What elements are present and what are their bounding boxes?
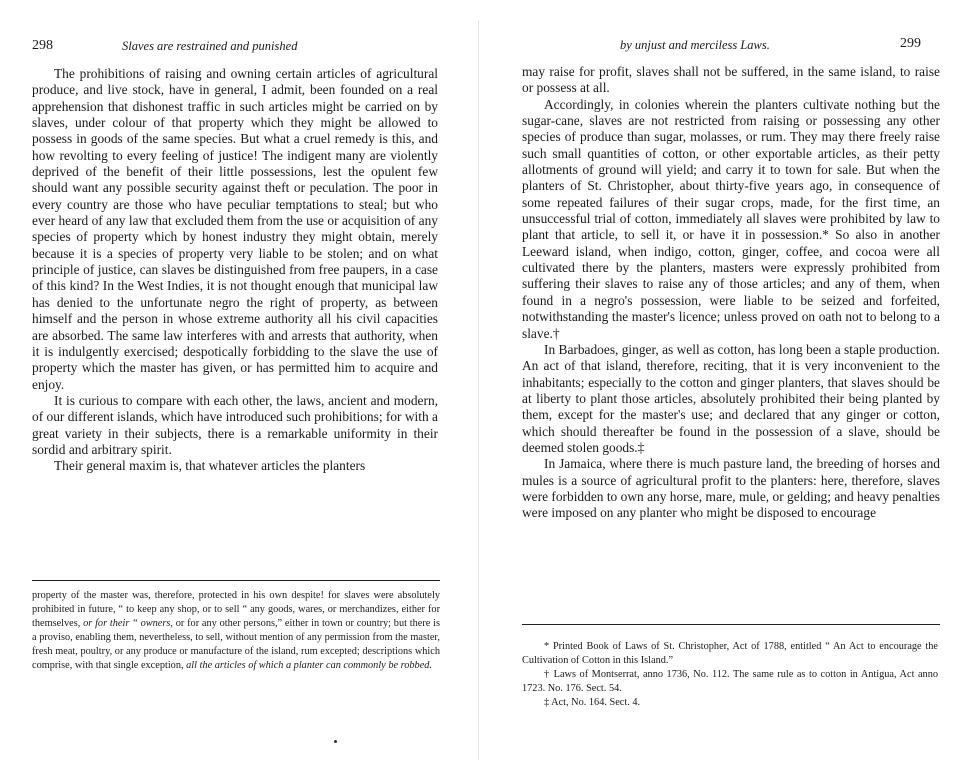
right-paragraph-1: may raise for profit, slaves shall not be suffered, in the same island, to raise or possess at all. <box>522 64 940 96</box>
right-footnote-2: † Laws of Montserrat, anno 1736, No. 112. The same rule as to cotton in Antigua, Act anno 1723. No. 176. Sect. 54. <box>522 669 938 694</box>
left-footnote-text-1: property of the master was, therefore, protected in his own despite! for slaves were absolutely prohibited in future, “ to keep any shop, or to sell “ any goods, wares, or merchandizes, either for themselves, <box>32 590 440 629</box>
book-gutter <box>478 20 479 760</box>
right-paragraph-4: In Jamaica, where there is much pasture land, the breeding of horses and mules is a source of agricultural profit to the planters: here, therefore, slaves were forbidden to own any horse, mare, mule, or gelding; and heavy penalties were imposed on any planter who might be disposed to encourage <box>522 456 940 521</box>
left-page-number: 298 <box>32 38 53 53</box>
right-footnote-1: * Printed Book of Laws of St. Christopher, Act of 1788, entitled “ An Act to encourage the Cultivation of Cotton in this Island.” <box>522 641 938 666</box>
right-running-head: by unjust and merciless Laws. <box>620 38 770 52</box>
right-paragraph-2: Accordingly, in colonies wherein the planters cultivate nothing but the sugar-cane, slaves are not restricted from raising or possessing any other species of produce than sugar, molasses, or rum. They may there freely raise such small quantities of cotton, or other exportable articles, as their petty allotments of ground will yield; and carry it to town for sale. But when the planters of St. Christopher, about thirty-five years ago, in consequence of some repeated failures of their sugar crops, made, for the first time, an unsuccessful trial of cotton, immediately all slaves were prohibited by law to plant that article, to sell it, or have it in possession.* So also in another Leeward island, when indigo, cotton, ginger, coffee, and cocoa were all cultivated there by the planters, masters were expressly prohibited from suffering their slaves to raise any of those articles; and any of them, when found in a negro's possession, were liable to be seized and forfeited, notwithstanding the master's licence; unless proved on oath not to belong to a slave.† <box>522 96 940 341</box>
left-body-text <box>32 66 438 475</box>
left-footnote-italic-2: all the articles of which a planter can commonly be robbed. <box>186 660 432 671</box>
left-footnote-rule <box>32 580 440 581</box>
right-footnote-3: ‡ Act, No. 164. Sect. 4. <box>544 697 641 708</box>
left-paragraph-1: The prohibitions of raising and owning certain articles of agricultural produce, and live stock, have in general, I admit, been founded on a real apprehension that dishonest traffic in such articles might be carried on by slaves, under colour of that property which they might be allowed to possess in goods of the same species. But what a cruel remedy is this, and how revolting to every feeling of justice! The indigent many are violently deprived of the benefit of their little possessions, lest the opulent few should want any possible security against theft or peculation. The poor in every country are those who have peculiar temptations to steal; but who ever heard of any law that excluded them from the use or acquisition of any species of property which by honest industry they might obtain, merely because it is a species of property very liable to be stolen; and on what principle of justice, can slaves be distinguished from free paupers, in a case of this kind? In the West Indies, it is not thought enough that municipal law has denied to the unfortunate negro the right of property, as between himself and the person in whose extreme authority all his civil capacities are absorbed. The same law interferes with and arrests that authority, when it is indulgently exercised; despotically forbidding to the slave the use of property which the master has given, or has permitted him to acquire and enjoy. <box>32 66 438 392</box>
right-paragraph-3: In Barbadoes, ginger, as well as cotton, has long been a staple production. An act of that island, therefore, reciting, that it is very inconvenient to the inhabitants; especially to the cotton and ginger planters, that slaves should be at liberty to plant those articles, absolutely prohibited their being planted by them, except for the master's use; and declared that any ginger or cotton, which should thereafter be found in the possession of a slave, should be deemed stolen goods.‡ <box>522 341 940 455</box>
left-running-head: Slaves are restrained and punished <box>122 39 298 53</box>
right-page <box>490 0 980 780</box>
left-footnote-text-2: , or for any other persons,” either in town or country; but there is a proviso, enabling them, nevertheless, to sell, without mention of any permission from the master, fresh meat, poultry, or any produce or manufacture of the island, rum excepted; descriptions which comprise, with that single exception, <box>32 618 440 671</box>
right-footnotes <box>522 640 938 710</box>
right-body-text <box>522 64 940 522</box>
left-footnote-italic-1: or for their “ owners <box>83 618 171 629</box>
left-paragraph-2: It is curious to compare with each other, the laws, ancient and modern, of our different islands, which have introduced such prohibitions; for with a great variety in their subjects, there is a remarkable uniformity in their sordid and arbitrary spirit. <box>32 392 438 457</box>
left-page <box>0 0 470 780</box>
right-footnote-rule <box>522 624 940 625</box>
stray-ink-dot <box>334 740 337 743</box>
left-paragraph-3: Their general maxim is, that whatever articles the planters <box>54 458 366 474</box>
left-footnote <box>32 589 440 673</box>
right-page-number: 299 <box>900 36 921 51</box>
